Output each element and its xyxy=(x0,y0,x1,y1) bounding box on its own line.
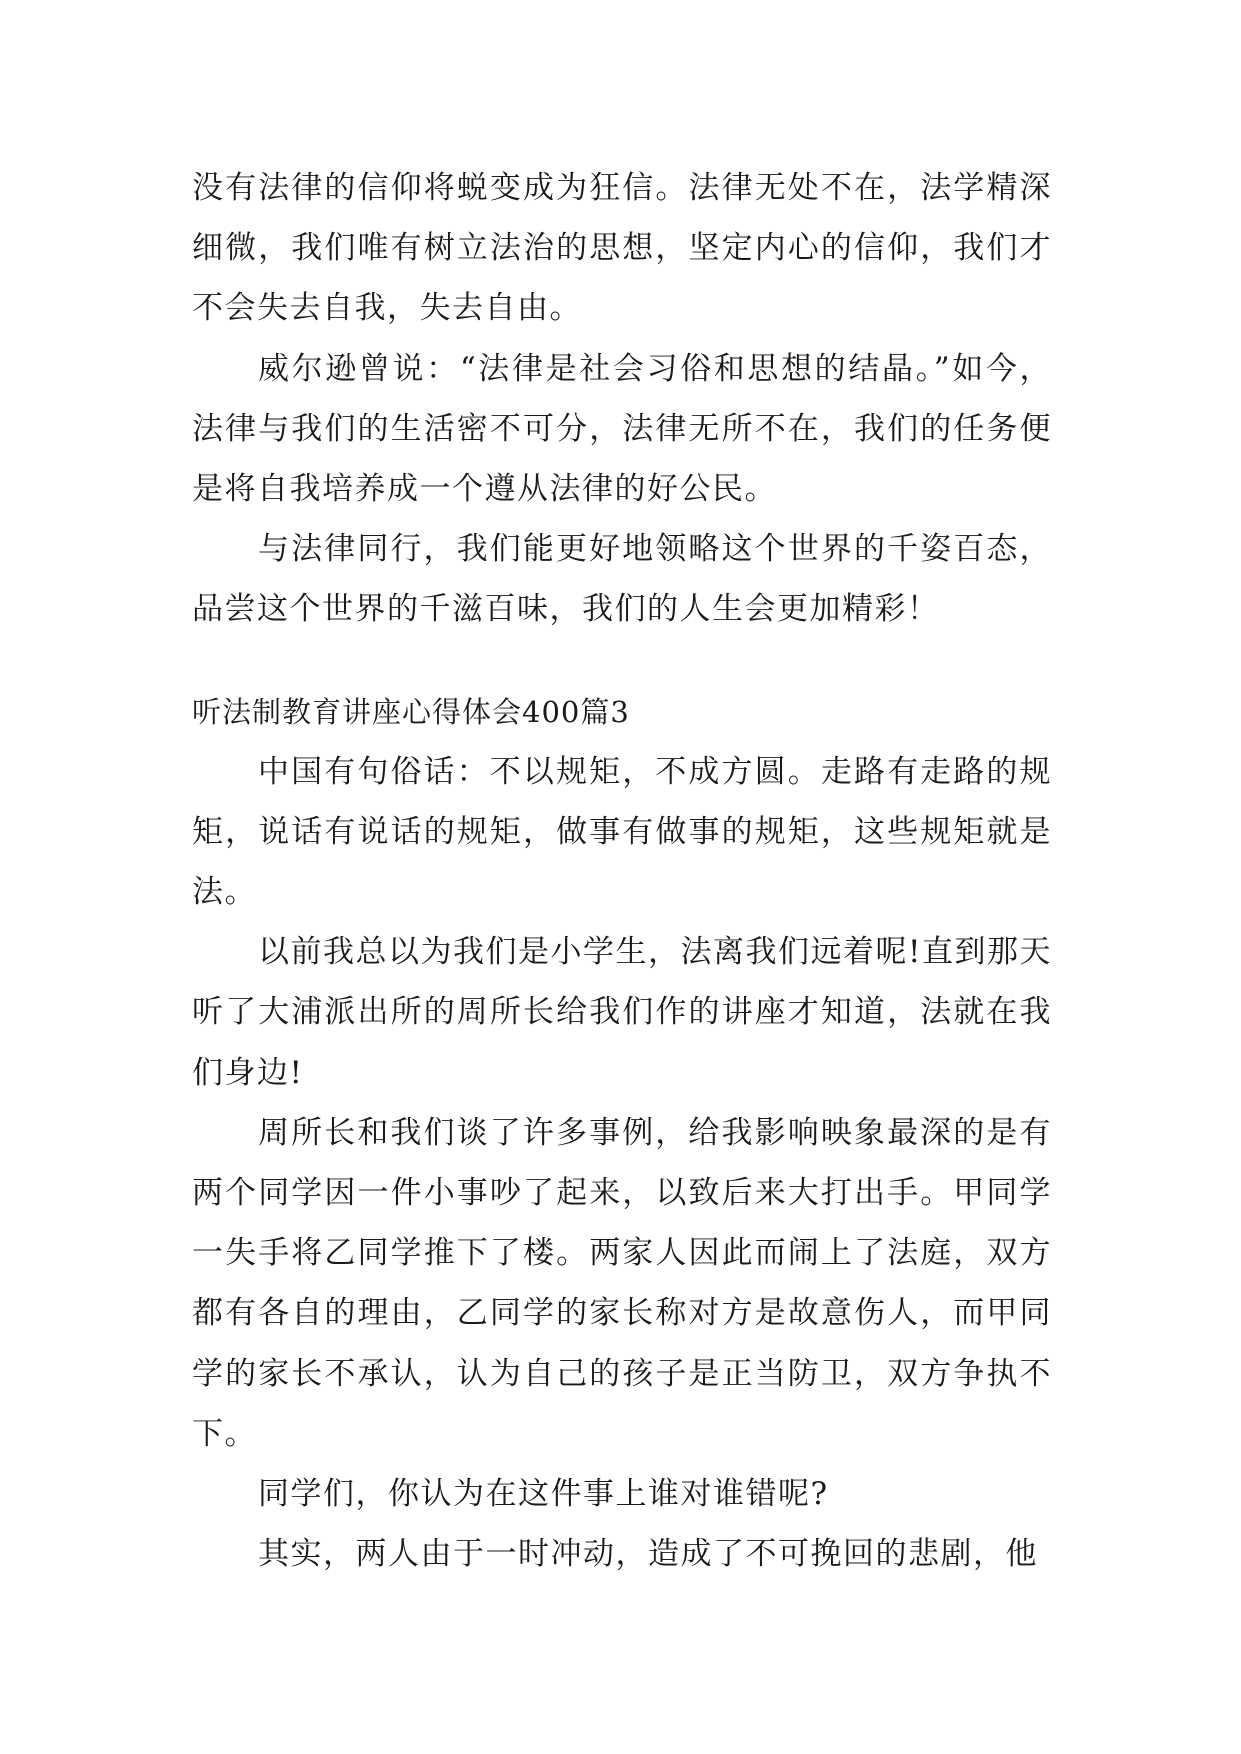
paragraph: 没有法律的信仰将蜕变成为狂信。法律无处不在，法学精深细微，我们唯有树立法治的思想，坚定内心的信仰，我们才不会失去自我，失去自由。 xyxy=(192,170,1052,327)
paragraph: 同学们，你认为在这件事上谁对谁错呢? xyxy=(258,1476,829,1513)
section-heading: 听法制教育讲座心得体会400篇3 xyxy=(192,694,630,729)
document-page xyxy=(192,158,1052,1584)
paragraph: 其实，两人由于一时冲动，造成了不可挽回的悲剧，他 xyxy=(258,1536,1038,1573)
paragraph: 中国有句俗话：不以规矩，不成方圆。走路有走路的规矩，说话有说话的规矩，做事有做事的规矩，这些规矩就是法。 xyxy=(192,753,1052,911)
paragraph: 与法律同行，我们能更好地领略这个世界的千姿百态，品尝这个世界的千滋百味，我们的人生会更加精彩！ xyxy=(192,531,1052,628)
paragraph: 周所长和我们谈了许多事例，给我影响映象最深的是有两个同学因一件小事吵了起来，以致后来大打出手。甲同学一失手将乙同学推下了楼。两家人因此而闹上了法庭，双方都有各自的理由，乙同学的家长称对方是故意伤人，而甲同学的家长不承认，认为自己的孩子是正当防卫，双方争执不下。 xyxy=(192,1114,1052,1452)
paragraph: 以前我总以为我们是小学生，法离我们远着呢!直到那天听了大浦派出所的周所长给我们作的讲座才知道，法就在我们身边! xyxy=(192,934,1052,1091)
paragraph: 威尔逊曾说：“法律是社会习俗和思想的结晶。”如今，法律与我们的生活密不可分，法律无所不在，我们的任务便是将自我培养成一个遵从法律的好公民。 xyxy=(192,350,1052,508)
